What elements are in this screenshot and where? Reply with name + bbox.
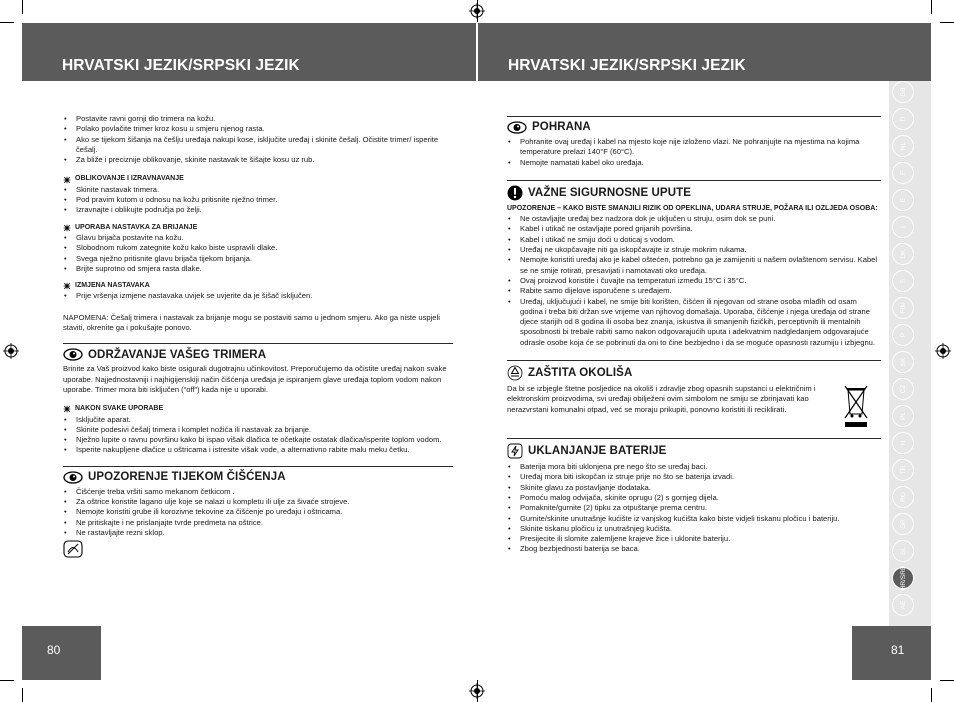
page-number: 80 (47, 643, 61, 657)
list-item: • Uređaj mora biti iskopčan iz struje prije no što se baterija izvadi. (507, 472, 881, 482)
tab-language[interactable]: F (892, 162, 914, 184)
tab-language[interactable]: CZ (892, 378, 914, 400)
list-item: • Prije vršenja izmjene nastavaka uvijek se uvjerite da je šišač isključen. (63, 291, 453, 301)
list-item: • Skinite tiskanu pločicu iz unutrašnjeg kućišta. (507, 524, 881, 534)
shaver-list (63, 233, 453, 274)
list-item: • Pomoću malog odvijača, skinite oprugu (2) s gornjeg dijela. (507, 493, 881, 503)
tab-language-active[interactable]: HR/SRB (892, 567, 914, 589)
right-footer (852, 626, 931, 680)
list-item: • Svega nježno pritisnite glavu brijača tijekom brijanja. (63, 254, 453, 264)
list-item: • Pod pravim kutom u odnosu na kožu pritisnite nježno trimer. (63, 195, 453, 205)
section-title: UPOZORENJE TIJEKOM ČIŠĆENJA (88, 471, 286, 484)
list-item: • Uređaj, uključujući i kabel, ne smije biti korišten, čišćen ili njegovan od strane osoba mlađih od osam godina i treba biti držan sve vrijeme van njihovog domašaja. Uporaba, čišćenje i njega uređaja od strane djece starijih od 8 godina ili osoba bez znanja, iskustva ili smanjenih fizičkih, perceptivnih ili mentalnih sposobnosti bi trebale rabiti samo nakon odgovarajućih uputa i adekvatnim nadgledanjem odgovarajuće odrasle osobe koja će se pobrinuti da oni to čine bezbjedno i da se moguće opasnosti razumiju i izbjegnu. (507, 297, 881, 348)
tab-language[interactable]: NL (892, 135, 914, 157)
tab-language[interactable]: E (892, 189, 914, 211)
list-item: • Ne ostavljajte uređaj bez nadzora dok je uključen u struju, osim dok se puni. (507, 214, 881, 224)
list-item: • Za bliže i preciznije oblikovanje, skinite nastavak te šišajte kosu uz rub. (63, 155, 453, 165)
list-item: • Skinite nastavak trimera. (63, 185, 453, 195)
list-item: • Kabel i utikač ne ostavljajte pored grijanih površina. (507, 224, 881, 234)
warning-text: UPOZORENJE – KAKO BISTE SMANJILI RIZIK OD OPEKLINA, UDARA STRUJE, POŽARA ILI OZLJEDA OSOBA: (507, 204, 878, 212)
list-item: • Skinite podesivi češalj trimera i komplet nožića ili nastavak za brijanje. (63, 425, 453, 435)
subheading-text: OBLIKOVANJE I IZRAVNAVANJE (75, 175, 184, 183)
right-page-title: HRVATSKI JEZIK/SRPSKI JEZIK (508, 57, 746, 74)
cleaning-warning-list (63, 487, 453, 538)
crop-mark (0, 680, 14, 681)
subheading (63, 223, 453, 233)
subheading-text: UPORABA NASTAVKA ZA BRIJANJE (75, 223, 198, 231)
subheading (63, 281, 453, 291)
tab-language[interactable]: GR (892, 513, 914, 535)
list-item: • Pohranite ovaj uređaj i kabel na mjesto koje nije izloženo vlazi. Ne pohranjujte na mjestima na kojima temperature prelazi 140°F (60°C). (507, 137, 881, 158)
crop-mark (22, 688, 23, 702)
list-item: • Pomaknite/gurnite (2) tipku za otpuštanje prema centru. (507, 503, 881, 513)
section-heading (507, 180, 881, 201)
section-title: POHRANA (532, 121, 591, 134)
footer-gap (101, 626, 852, 627)
sparkle-icon (63, 224, 71, 232)
list-item: • Nemojte koristiti uređaj ako je kabel oštećen, potrebno ga je zamijeniti u našem ovlaštenom servisu. Kabel se ne smije rotirati, presavijati i namotavati oko uređaja. (507, 255, 881, 276)
registration-mark-icon (469, 3, 485, 19)
list-item: • Presijecite ili slomite zalemljene krajeve žice i uklonite bateriju. (507, 534, 881, 544)
battery-icon (507, 443, 523, 459)
tab-language[interactable]: P (892, 324, 914, 346)
list-item: • Nemojte namatati kabel oko uređaja. (507, 158, 881, 168)
note-paragraph: NAPOMENA: Češalj trimera i nastavak za brijanje mogu se postaviti samo u jednom smjeru. Ako ga niste uspjeli staviti, okrenite ga i pokušajte ponovo. (63, 312, 440, 333)
eye-icon (63, 348, 83, 361)
storage-list (507, 137, 881, 168)
sparkle-icon (63, 405, 71, 413)
intro-list (63, 114, 453, 165)
list-item: • Ne rastavljajte rezni sklop. (63, 528, 453, 538)
crop-mark (931, 688, 932, 702)
list-item: • Nježno lupite o ravnu površinu kako bi ispao višak dlačica te očetkajte ostatak dlačica/isperite toplom vodom. (63, 435, 453, 445)
list-item: • Gurnite/skinite unutrašnje kućište iz vanjskog kućišta kako biste vidjeli tiskanu pločicu i bateriju. (507, 514, 881, 524)
warning-icon (507, 185, 523, 201)
left-header-band (22, 23, 476, 81)
registration-mark-icon (935, 343, 951, 359)
list-item: • Polako povlačite trimer kroz kosu u smjeru njenog rasta. (63, 124, 453, 134)
crop-mark (940, 22, 954, 23)
styling-list (63, 185, 453, 216)
tab-language[interactable]: AE (892, 594, 914, 616)
list-item: • Brijte suprotno od smjera rasta dlake. (63, 264, 453, 274)
list-item: • Izravnajte i oblikujte područja po želji. (63, 205, 453, 215)
left-column (63, 114, 453, 562)
crop-mark (0, 22, 14, 23)
left-margin (22, 81, 62, 626)
tab-language[interactable]: SK (892, 351, 914, 373)
crop-mark (22, 0, 23, 14)
page-number: 81 (891, 643, 905, 657)
subheading (63, 404, 453, 414)
no-water-icon (63, 540, 83, 558)
list-item: • Za oštrice koristite lagano ulje koje se nalazi u kompletu ili ulje za šivaće strojeve. (63, 497, 453, 507)
list-item: • Ne pritiskajte i ne prislanjajte tvrde predmeta na oštrice. (63, 518, 453, 528)
weee-bin-icon (843, 384, 869, 428)
list-item: • Kabel i utikač ne smiju doći u doticaj s vodom. (507, 235, 881, 245)
subheading (63, 174, 453, 184)
sparkle-icon (63, 282, 71, 290)
section-heading (507, 116, 881, 134)
eye-icon (63, 471, 83, 484)
language-tabs (891, 81, 915, 621)
section-title: VAŽNE SIGURNOSNE UPUTE (528, 186, 692, 199)
list-item: • Skinite glavu za postavljanje dodataka. (507, 483, 881, 493)
tab-language[interactable]: D (892, 108, 914, 130)
left-page-title: HRVATSKI JEZIK/SRPSKI JEZIK (62, 57, 300, 74)
registration-mark-icon (469, 683, 485, 699)
list-item: • Ako se tijekom šišanja na češlju uređaja nakupi kose, isključite uređaj i skinite češalj. Očistite trimer/ isperite češalj. (63, 135, 453, 156)
list-item: • Glavu brijača postavite na kožu. (63, 233, 453, 243)
tab-language[interactable]: PL (892, 405, 914, 427)
section-heading (63, 343, 453, 361)
list-item: • Uređaj ne ukopčavajte niti ga iskopčavajte iz struje mokrim rukama. (507, 245, 881, 255)
tab-language[interactable]: RO (892, 486, 914, 508)
maintenance-paragraph: Brinite za Vaš proizvod kako biste osigurali dugotrajnu učinkovitost. Preporučujemo da očistite uređaj nakon svake uporabe. Najjednostavniji i najhigijenskiji način čišćenja uređaja je ispiranjem glave uređaja toplom vodom nakon uporabe. Trimer mora biti isključen (“off”) kada nije u uporabi. (63, 364, 447, 394)
right-header-band (478, 23, 931, 81)
tab-language[interactable]: SL (892, 540, 914, 562)
environment-block (507, 384, 881, 428)
section-heading (507, 438, 881, 459)
attachment-list (63, 291, 453, 301)
safety-list (507, 214, 881, 348)
after-use-list (63, 415, 453, 456)
list-item: • Rabite samo dijelove isporučene s uređajem. (507, 286, 881, 296)
section-heading (507, 360, 881, 381)
right-column (507, 116, 881, 555)
crop-mark (931, 0, 932, 14)
section-title: ODRŽAVANJE VAŠEG TRIMERA (88, 348, 267, 361)
list-item: • Ovaj proizvod koristite i čuvajte na temperaturi između 15°C i 35°C. (507, 276, 881, 286)
battery-list (507, 462, 881, 555)
recycle-icon (507, 365, 523, 381)
tab-language[interactable]: GB (892, 81, 914, 103)
tab-language[interactable]: H (892, 432, 914, 454)
list-item: • Zbog bezbjednosti baterija se baca. (507, 544, 881, 554)
list-item: • Nemojte koristiti grube ili korozivne tekovine za čišćenje po uređaju i oštricama. (63, 507, 453, 517)
environment-paragraph: Da bi se izbjegle štetne posljedice na okoliš i zdravlje zbog opasnih supstanci u električnim i elektronskim proizvodima, svi uređaji obilježeni ovim simbolom ne smiju se zbrinjavati kao nerazvrstani komunalni otpad, već se moraju prikupiti, ponovno koristiti ili reciklirati. (507, 384, 816, 414)
list-item: • Baterija mora biti uklonjena pre nego što se uređaj baci. (507, 462, 881, 472)
subheading-text: IZMJENA NASTAVAKA (75, 282, 150, 290)
tab-language[interactable]: FIN (892, 297, 914, 319)
section-heading (63, 466, 453, 484)
section-title: UKLANJANJE BATERIJE (528, 444, 667, 457)
list-item: • Čišćenje treba vršiti samo mekanom četkicom . (63, 487, 453, 497)
list-item: • Slobodnom rukom zategnite kožu kako biste uspravili dlake. (63, 243, 453, 253)
subheading-text: NAKON SVAKE UPORABE (75, 405, 164, 413)
tab-language[interactable]: DK (892, 243, 914, 265)
crop-mark (940, 680, 954, 681)
eye-icon (507, 121, 527, 134)
sparkle-icon (63, 176, 71, 184)
tab-language[interactable]: I (892, 216, 914, 238)
tab-language[interactable]: TR (892, 459, 914, 481)
registration-mark-icon (3, 343, 19, 359)
tab-language[interactable]: S (892, 270, 914, 292)
left-footer (22, 626, 101, 680)
section-title: ZAŠTITA OKOLIŠA (528, 366, 633, 379)
list-item: • Isperite nakupljene dlačice u oštricama i istresite višak vode, a alternativno rabite malu meku četku. (63, 445, 453, 455)
list-item: • Isključite aparat. (63, 415, 453, 425)
list-item: • Postavite ravni gornji dio trimera na kožu. (63, 114, 453, 124)
